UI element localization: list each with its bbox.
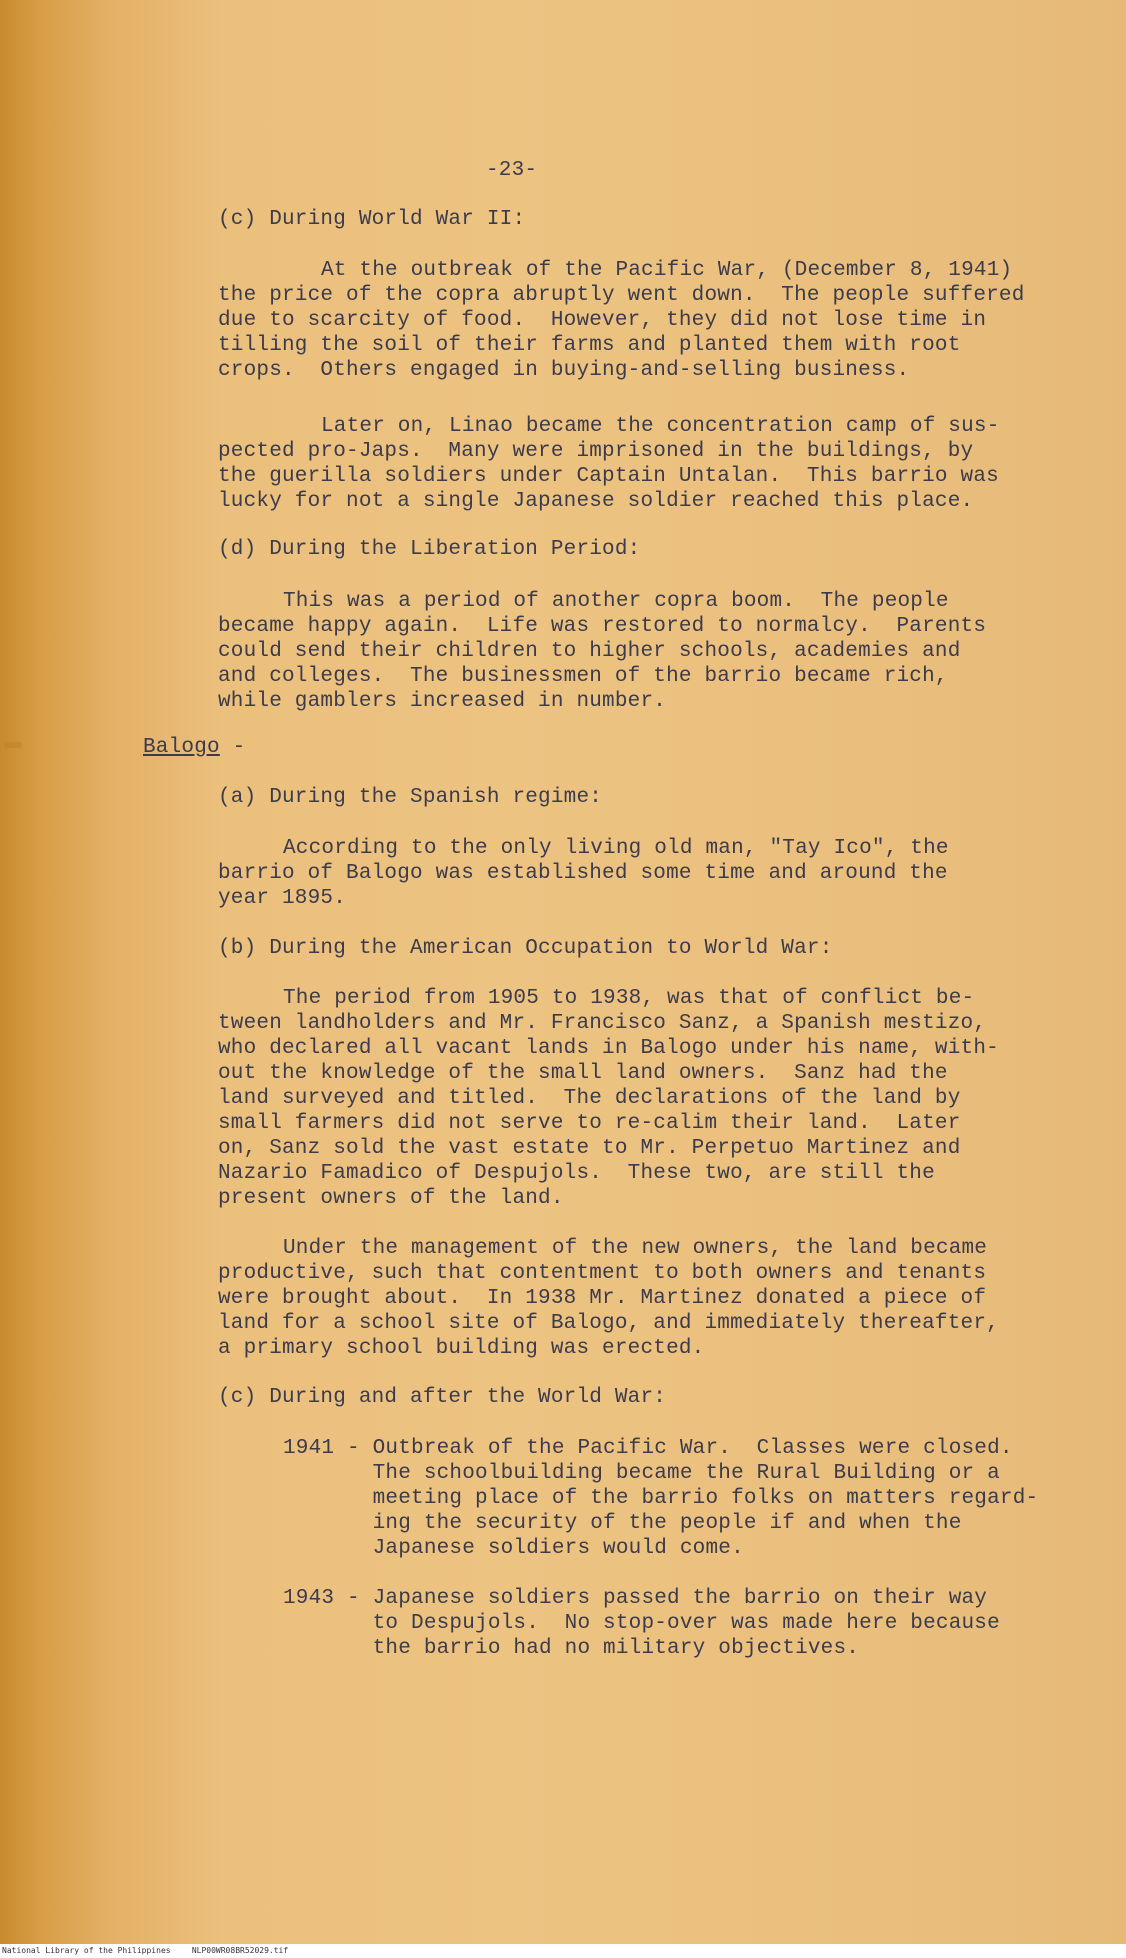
balogo-title-text: Balogo bbox=[143, 736, 220, 759]
paragraph-line: productive, such that contentment to both owners and tenants bbox=[218, 1262, 987, 1285]
paragraph-line: the guerilla soldiers under Captain Untalan. This barrio was bbox=[218, 465, 999, 488]
paragraph-line: the barrio had no military objectives. bbox=[283, 1637, 860, 1660]
paragraph-line: Nazario Famadico of Despujols. These two, are still the bbox=[218, 1162, 935, 1185]
liberation-heading: (d) During the Liberation Period: bbox=[218, 538, 641, 561]
paragraph-line: who declared all vacant lands in Balogo under his name, with- bbox=[218, 1037, 999, 1060]
paragraph-line: crops. Others engaged in buying-and-selling business. bbox=[218, 359, 910, 382]
paragraph-line: land surveyed and titled. The declarations of the land by bbox=[218, 1087, 961, 1110]
page-number: -23- bbox=[486, 159, 538, 182]
paragraph-line: out the knowledge of the small land owners. Sanz had the bbox=[218, 1062, 948, 1085]
paragraph-line: tween landholders and Mr. Francisco Sanz, a Spanish mestizo, bbox=[218, 1012, 987, 1035]
paragraph-line: land for a school site of Balogo, and immediately thereafter, bbox=[218, 1312, 999, 1335]
world-war-heading: (c) During and after the World War: bbox=[218, 1386, 667, 1409]
paragraph-line: meeting place of the barrio folks on matters regard- bbox=[283, 1487, 1039, 1510]
footer-library: National Library of the Philippines bbox=[2, 1946, 171, 1955]
paragraph-line: Japanese soldiers would come. bbox=[283, 1537, 744, 1560]
paragraph-line: lucky for not a single Japanese soldier reached this place. bbox=[218, 490, 974, 513]
paragraph-line: and colleges. The businessmen of the barrio became rich, bbox=[218, 665, 948, 688]
paragraph-line: Under the management of the new owners, the land became bbox=[283, 1237, 988, 1260]
paragraph-line: The schoolbuilding became the Rural Building or a bbox=[283, 1462, 1000, 1485]
spanish-heading: (a) During the Spanish regime: bbox=[218, 786, 603, 809]
paragraph-line: 1943 - Japanese soldiers passed the barrio on their way bbox=[283, 1587, 988, 1610]
wwii-heading: (c) During World War II: bbox=[218, 208, 526, 231]
paragraph-line: became happy again. Life was restored to normalcy. Parents bbox=[218, 615, 987, 638]
paragraph-line: on, Sanz sold the vast estate to Mr. Perpetuo Martinez and bbox=[218, 1137, 961, 1160]
paragraph-line: due to scarcity of food. However, they did not lose time in bbox=[218, 309, 987, 332]
paragraph-line: According to the only living old man, "Tay Ico", the bbox=[283, 837, 949, 860]
balogo-title-dash: - bbox=[219, 736, 246, 759]
paragraph-line: This was a period of another copra boom. The people bbox=[283, 590, 949, 613]
american-heading: (b) During the American Occupation to World War: bbox=[218, 937, 833, 960]
paragraph-line: were brought about. In 1938 Mr. Martinez donated a piece of bbox=[218, 1287, 987, 1310]
paragraph-line: barrio of Balogo was established some time and around the bbox=[218, 862, 948, 885]
paragraph-line: while gamblers increased in number. bbox=[218, 690, 667, 713]
paragraph-line: the price of the copra abruptly went down. The people suffered bbox=[218, 284, 1025, 307]
paragraph-line: a primary school building was erected. bbox=[218, 1337, 705, 1360]
footer-filename: NLP00WR08BR52029.tif bbox=[191, 1946, 289, 1955]
scan-footer bbox=[0, 1944, 1126, 1958]
paragraph-line: At the outbreak of the Pacific War, (December 8, 1941) bbox=[321, 259, 1013, 282]
paragraph-line: Later on, Linao became the concentration camp of sus- bbox=[321, 415, 1000, 438]
paragraph-line: ing the security of the people if and when the bbox=[283, 1512, 962, 1535]
paragraph-line: year 1895. bbox=[218, 887, 347, 910]
paragraph-line: small farmers did not serve to re-calim their land. Later bbox=[218, 1112, 961, 1135]
paragraph-line: present owners of the land. bbox=[218, 1187, 564, 1210]
paragraph-line: could send their children to higher schools, academies and bbox=[218, 640, 961, 663]
paragraph-line: tilling the soil of their farms and planted them with root bbox=[218, 334, 961, 357]
paragraph-line: The period from 1905 to 1938, was that of conflict be- bbox=[283, 987, 975, 1010]
page-edge-mark bbox=[4, 742, 22, 748]
paragraph-line: to Despujols. No stop-over was made here because bbox=[283, 1612, 1000, 1635]
paragraph-line: 1941 - Outbreak of the Pacific War. Classes were closed. bbox=[283, 1437, 1013, 1460]
paragraph-line: pected pro-Japs. Many were imprisoned in the buildings, by bbox=[218, 440, 974, 463]
balogo-section-title bbox=[143, 735, 245, 760]
